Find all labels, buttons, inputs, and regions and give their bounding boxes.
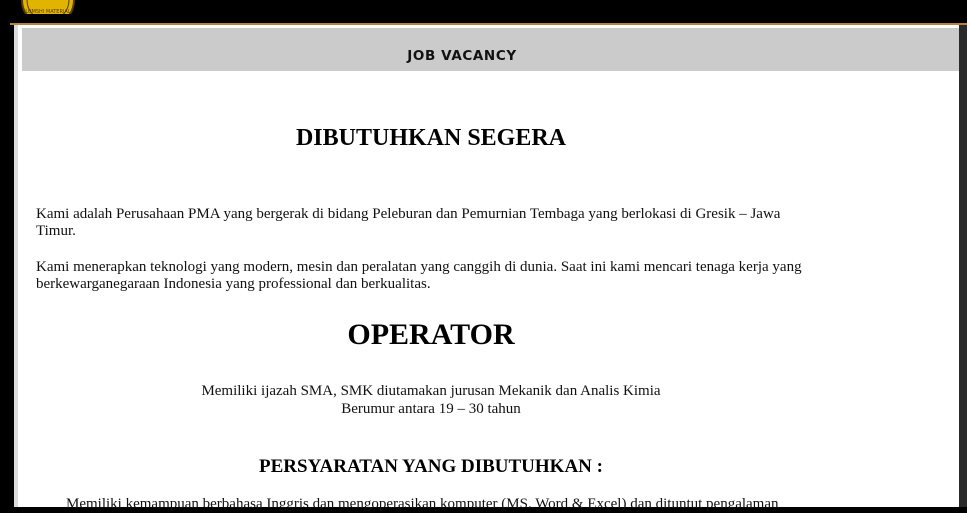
- company-description: Kami adalah Perusahaan PMA yang bergerak di bidang Peleburan dan Pemurnian Tembaga yang berlokasi di Gresik – Jawa Timur.: [36, 206, 781, 239]
- top-bar: [0, 0, 967, 24]
- hiring-description: Kami menerapkan teknologi yang modern, mesin dan peralatan yang canggih di dunia. Saat ini kami mencari tenaga kerja yang berkewarganegaraan Indonesia yang professional dan berkualitas.: [36, 259, 802, 292]
- page-title: JOB VACANCY: [407, 48, 517, 64]
- job-post-content: [18, 25, 963, 512]
- job-post-frame: [14, 25, 963, 512]
- company-logo[interactable]: [20, 0, 76, 14]
- requirements-heading: PERSYARATAN YANG DIBUTUHKAN :: [259, 456, 603, 477]
- main-heading: DIBUTUHKAN SEGERA: [295, 125, 567, 151]
- requirement-item: Memiliki kemampuan berbahasa Inggris dan mengoperasikan komputer (MS. Word & Excel) dan dituntut pengalaman: [66, 496, 779, 512]
- svg-text:LUMSHI MATERIAL: LUMSHI MATERIAL: [25, 9, 71, 14]
- qualification-education: Memiliki ijazah SMA, SMK diutamakan jurusan Mekanik dan Analis Kimia: [201, 383, 661, 399]
- position-title: OPERATOR: [347, 318, 515, 351]
- page-edge: [959, 25, 967, 507]
- qualification-age: Berumur antara 19 – 30 tahun: [341, 401, 521, 417]
